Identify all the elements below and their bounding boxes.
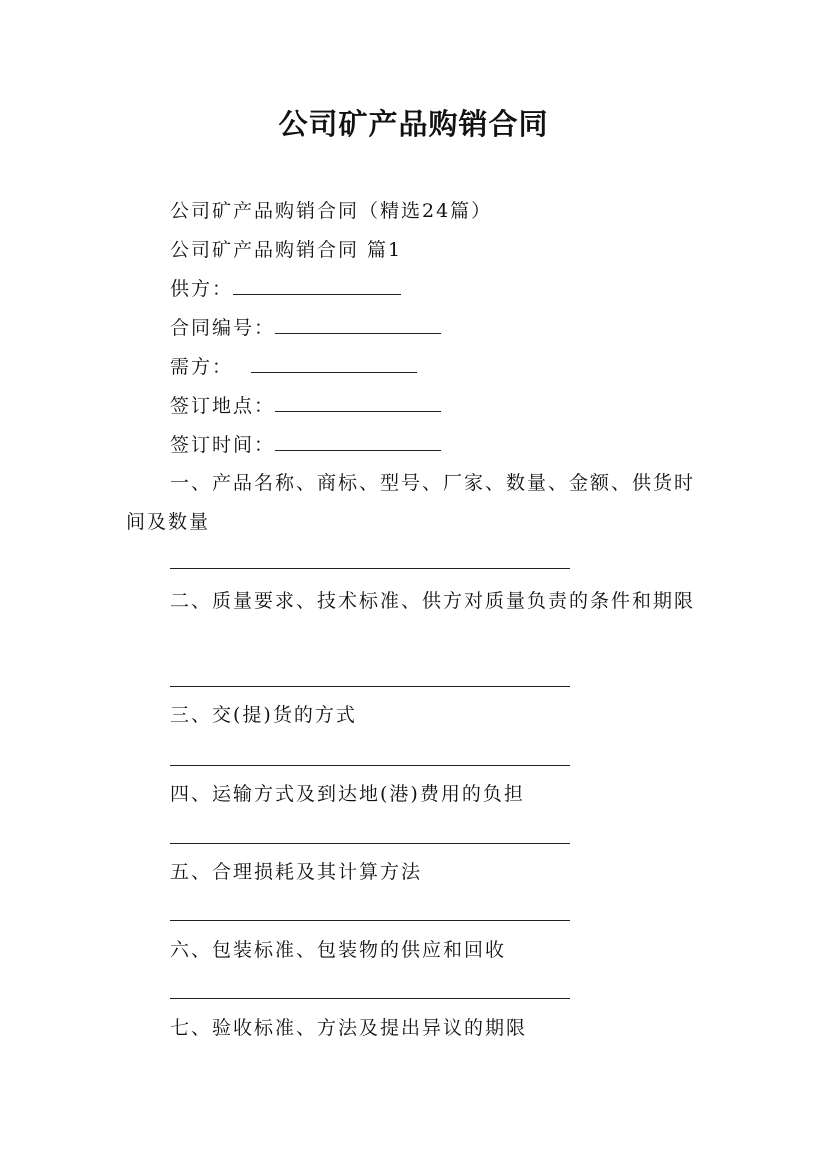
supplier-label: 供方：	[170, 278, 234, 300]
chapter-heading: 公司矿产品购销合同 篇1	[170, 239, 403, 261]
clause-4: 四、运输方式及到达地(港)费用的负担	[170, 783, 525, 805]
document-subtitle: 公司矿产品购销合同（精选24篇）	[170, 200, 493, 222]
signing-place-label: 签订地点：	[170, 395, 276, 417]
clause-2: 二、质量要求、技术标准、供方对质量负责的条件和期限	[170, 590, 696, 612]
clause-5: 五、合理损耗及其计算方法	[170, 861, 423, 883]
clause-1: 一、产品名称、商标、型号、厂家、数量、金额、供货时间及数量	[126, 472, 696, 533]
buyer-field	[170, 354, 417, 380]
signing-place-field	[170, 393, 441, 419]
clause-5-blank-line[interactable]	[170, 920, 570, 921]
clause-3: 三、交(提)货的方式	[170, 704, 357, 726]
clause-6-blank-line[interactable]	[170, 998, 570, 999]
clause-1-blank-line[interactable]	[170, 568, 570, 569]
clause-3-blank-line[interactable]	[170, 765, 570, 766]
supplier-blank[interactable]	[233, 276, 401, 295]
signing-place-blank[interactable]	[275, 393, 441, 412]
contract-number-label: 合同编号：	[170, 317, 276, 339]
clause-4-blank-line[interactable]	[170, 843, 570, 844]
buyer-label: 需方：	[170, 356, 242, 378]
signing-time-label: 签订时间：	[170, 434, 276, 456]
contract-number-field	[170, 315, 441, 341]
contract-number-blank[interactable]	[275, 315, 441, 334]
document-title: 公司矿产品购销合同	[278, 107, 549, 141]
clause-7: 七、验收标准、方法及提出异议的期限	[170, 1017, 528, 1039]
supplier-field	[170, 276, 401, 302]
buyer-blank[interactable]	[251, 354, 417, 373]
signing-time-field	[170, 432, 441, 458]
clause-6: 六、包装标准、包装物的供应和回收	[170, 939, 507, 961]
signing-time-blank[interactable]	[275, 432, 441, 451]
clause-2-blank-line[interactable]	[170, 686, 570, 687]
